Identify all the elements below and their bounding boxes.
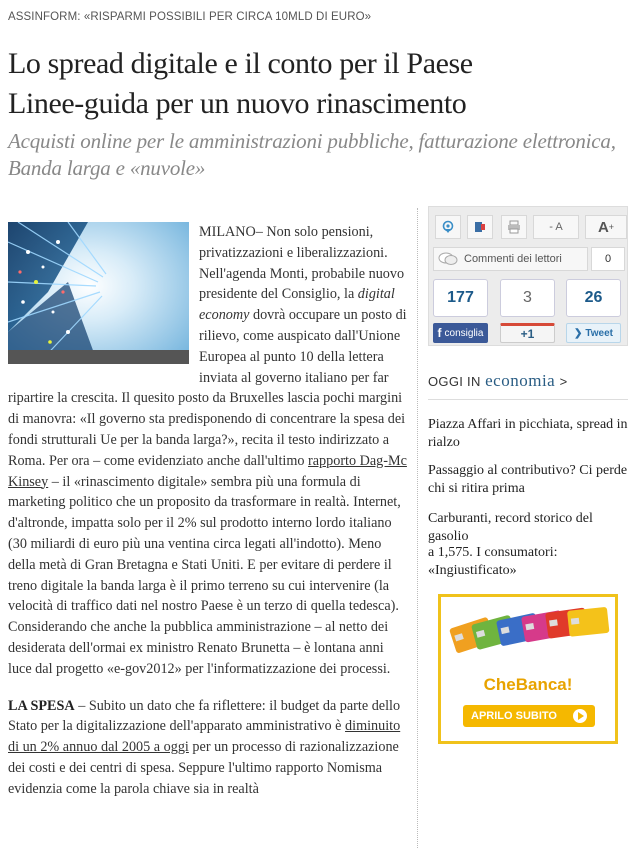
twitter-bird-icon: ❯: [574, 327, 583, 339]
comments-button[interactable]: [433, 247, 588, 271]
section-prefix: OGGI IN: [428, 374, 481, 389]
twitter-button[interactable]: [566, 323, 621, 343]
article-kicker: ASSINFORM: «RISPARMI POSSIBILI PER CIRCA 10MLD DI EURO»: [8, 11, 372, 23]
news-item[interactable]: a 1,575. I consumatori: «Ingiustificato»: [428, 545, 558, 578]
ad-cta-button[interactable]: [463, 705, 595, 727]
article-paragraph-2: [8, 696, 408, 800]
facebook-count: 177: [433, 279, 488, 317]
news-item[interactable]: Piazza Affari in picchiata, spread in rialzo: [428, 417, 628, 450]
text-run: – Subito un dato che fa riflettere: il budget da parte dello Stato per la digitalizzazione dell'apparato amministrativo è: [8, 697, 401, 735]
twitter-share: [566, 279, 621, 343]
text-run: – il «rinascimento digitale» sembra più una formula di marketing politico che un proposito da trasformare in realtà. Internet, d'altronde, impatta solo per il 2% sul prodotto interno lordo italiano (30 miliardi di euro più una ventina circa legati all'indotto). Meno della metà di Gran Bretagna e Stati Uniti. E per evitare di perdere il treno digitale la banda larga è il primo terreno su cui intervenire (la velocità di traffico dati nel nostro Paese è un terzo di quella tedesca). Considerando che anche la pubblica amministrazione – al netto dei desiderata dell'ormai ex ministro Renato Brunetta – è lontana anni luce dal progetto «e-gov2012» per l'informatizzazione dei processi.: [8, 473, 401, 677]
comments-row: [433, 247, 623, 271]
comment-bubble-icon: [438, 252, 458, 266]
font-increase-button[interactable]: [585, 215, 627, 239]
location-icon: [441, 220, 455, 234]
facebook-icon: f: [437, 326, 442, 340]
print-button[interactable]: [501, 215, 527, 239]
print-icon: [507, 220, 521, 234]
gplus-button[interactable]: +1: [500, 323, 555, 343]
article-title: [8, 44, 628, 124]
bookmark-icon: [473, 220, 487, 234]
chebanca-ad[interactable]: [438, 594, 618, 744]
ad-brand: CheBanca!: [483, 675, 573, 694]
article-title-line-2: Linee-guida per un nuovo rinascimento: [8, 87, 467, 120]
bookmark-button[interactable]: [467, 215, 493, 239]
news-item[interactable]: Carburanti, record storico del gasolio: [428, 511, 593, 544]
location-icon-button[interactable]: [435, 215, 461, 239]
twitter-label: Tweet: [585, 327, 613, 339]
facebook-button[interactable]: [433, 323, 488, 343]
link-rapporto-dag-mckinsey[interactable]: rapporto Dag-Mc Kinsey: [8, 452, 407, 490]
article-toolbar: [428, 206, 628, 346]
facebook-label: consiglia: [444, 327, 484, 339]
article-subtitle: Acquisti online per le amministrazioni pubbliche, fatturazione elettronica, Banda larga e «nuvole»: [8, 129, 616, 180]
chevron-right-icon: >: [559, 374, 568, 389]
column-divider: [417, 208, 418, 848]
credit-cards-image: [441, 599, 615, 675]
twitter-count: 26: [566, 279, 621, 317]
section-name: economia: [485, 371, 556, 390]
article-photo: [8, 222, 189, 364]
article-title-line-1: Lo spread digitale e il conto per il Paese: [8, 47, 473, 80]
font-increase-label: A: [597, 218, 609, 236]
article-body: [8, 222, 408, 816]
gplus-count: 3: [500, 279, 555, 317]
font-increase-sup: +: [608, 222, 615, 232]
comments-count: 0: [591, 247, 625, 271]
font-decrease-button[interactable]: - A: [533, 215, 579, 239]
sidebar: [428, 206, 628, 722]
text-run: dovrà occupare un posto di rilievo, come auspicato dall'Unione Europea al punto 10 della lettera inviata al governo italiano per far ripartire la crescita. Il quesito posto da Bruxelles lascia pochi margini di manovra: «Il governo sta predisponendo di concentrare la spesa dei fondi strutturali Ue per la banda larga?», recita il testo indirizzato a Roma. Per ora – come evidenziato anche dall'ultimo: [8, 307, 407, 469]
emphasis-digital-economy: digital economy: [199, 286, 395, 324]
play-icon: [573, 709, 587, 723]
link-budget-diminuito[interactable]: diminuito di un 2% annuo dal 2005 a oggi: [8, 718, 401, 756]
dateline: MILANO: [199, 224, 256, 240]
text-run: – Non solo pensioni, privatizzazioni e liberalizzazioni. Nell'agenda Monti, probabile nuovo presidente del Consiglio, la: [199, 224, 405, 303]
paragraph-lead: LA SPESA: [8, 697, 75, 714]
gplus-share: [500, 279, 555, 343]
text-run: per un processo di razionalizzazione dei costi e dei centri di spesa. Seppure l'ultimo rapporto Nomisma evidenzia come la parola chiave sia in realtà: [8, 739, 399, 797]
facebook-share: [433, 279, 488, 343]
section-header[interactable]: [428, 371, 628, 400]
comments-label: Commenti dei lettori: [464, 253, 562, 265]
ad-cta-label: APRILO SUBITO: [471, 710, 557, 722]
news-item[interactable]: Passaggio al contributivo? Ci perde chi si ritira prima: [428, 463, 628, 496]
